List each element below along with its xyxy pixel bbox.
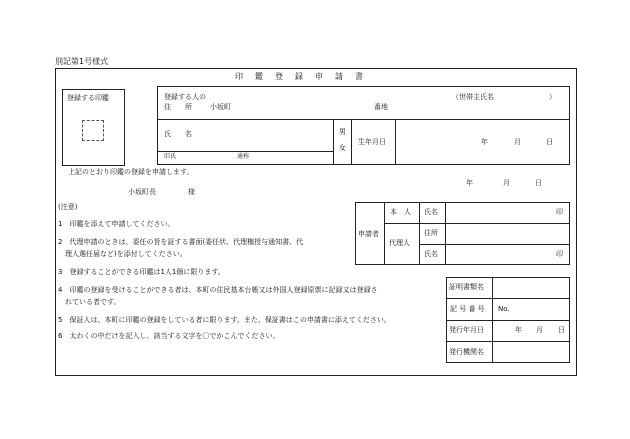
household-head-close: ） <box>549 93 556 101</box>
office-row3 <box>446 341 570 342</box>
common-name-label: 通称 <box>237 153 250 160</box>
addressee-name: 小坂町長 <box>128 188 156 196</box>
date-year: 年 <box>466 179 473 187</box>
note-item: 5 保証人は、本町に印鑑の登録をしている者に限ります。また、保証書はこの申請書に添えてください。 <box>58 316 391 324</box>
registrant-address-caption: 登録する人の <box>164 93 206 101</box>
seal-placeholder <box>82 120 104 141</box>
issue-month: 月 <box>536 326 543 334</box>
notes-heading: (注意) <box>58 203 78 211</box>
household-head-label: （世帯主氏名 <box>452 93 494 101</box>
applicant-self-label: 本 人 <box>390 208 411 216</box>
birth-divider <box>395 119 396 165</box>
registrant-town: 小坂町 <box>210 103 231 111</box>
date-day: 日 <box>535 179 542 187</box>
applicant-agent-name-label: 氏名 <box>424 250 438 258</box>
registrant-divider <box>157 119 570 120</box>
applicant-col1 <box>384 202 385 265</box>
applicant-row1 <box>384 223 570 224</box>
note-item: れている者です。 <box>58 298 121 306</box>
applicant-col3 <box>445 202 446 265</box>
registrant-box <box>157 86 570 165</box>
birth-day: 日 <box>546 138 553 146</box>
sex-female: 女 <box>339 144 346 152</box>
seal-box-label: 登録する印鑑 <box>67 94 109 102</box>
applicant-agent-label: 代理人 <box>389 239 410 247</box>
registrant-address-label: 住 所 <box>164 103 192 111</box>
applicant-col2 <box>419 202 420 265</box>
applicant-agent-seal-mark: 印 <box>556 250 563 258</box>
cert-type-label: 証明書類名 <box>449 283 484 291</box>
birth-date-label: 生年月日 <box>358 138 386 146</box>
note-item: 2 代理申請のときは、委任の旨を証する書面(委任状、代理権授与通知書、代 <box>58 238 304 246</box>
date-month: 月 <box>503 179 510 187</box>
issuer-label: 発行機関名 <box>449 348 484 356</box>
applicant-agent-address-label: 住所 <box>424 229 438 237</box>
registrant-banchi: 番地 <box>374 103 388 111</box>
applicant-row2 <box>419 244 570 245</box>
form-title: 印 鑑 登 録 申 請 書 <box>235 72 365 81</box>
form-number-label: 別記第1号様式 <box>55 57 109 66</box>
note-item: 理人選任届など)を添付してください。 <box>58 250 187 258</box>
addressee-sama: 様 <box>188 188 195 196</box>
applicant-self-name-label: 氏名 <box>424 208 438 216</box>
cert-number-value: No. <box>498 305 510 313</box>
sex-left-divider <box>333 119 334 165</box>
applicant-label: 申請者 <box>358 230 379 238</box>
issue-day: 日 <box>558 326 565 334</box>
application-statement: 上記のとおり印鑑の登録を申請します。 <box>68 168 194 176</box>
sex-male: 男 <box>339 128 346 136</box>
applicant-table <box>355 202 570 265</box>
former-name-divider <box>157 151 333 152</box>
office-row1 <box>446 298 570 299</box>
sex-right-divider <box>351 119 352 165</box>
note-item: 6 太わくの中だけを記入し、該当する文字を〇でかこんでください。 <box>58 332 280 340</box>
applicant-self-seal-mark: 印 <box>556 208 563 216</box>
birth-year: 年 <box>481 138 488 146</box>
issue-date-label: 発行年月日 <box>449 326 484 334</box>
office-row2 <box>446 320 570 321</box>
note-item: 4 印鑑の登録を受けることができる者は、本町の住民基本台帳又は外国人登録原票に記録又は登録さ <box>58 286 378 294</box>
issue-year: 年 <box>515 326 522 334</box>
cert-number-label: 記 号 番 号 <box>450 305 485 313</box>
note-item: 3 登録することができる印鑑は1人1個に限ります。 <box>58 268 225 276</box>
former-name-label: 旧氏 <box>164 153 177 160</box>
registrant-name-label: 氏 名 <box>164 130 192 138</box>
note-item: 1 印鑑を添えて申請してください。 <box>58 220 175 228</box>
birth-month: 月 <box>514 138 521 146</box>
